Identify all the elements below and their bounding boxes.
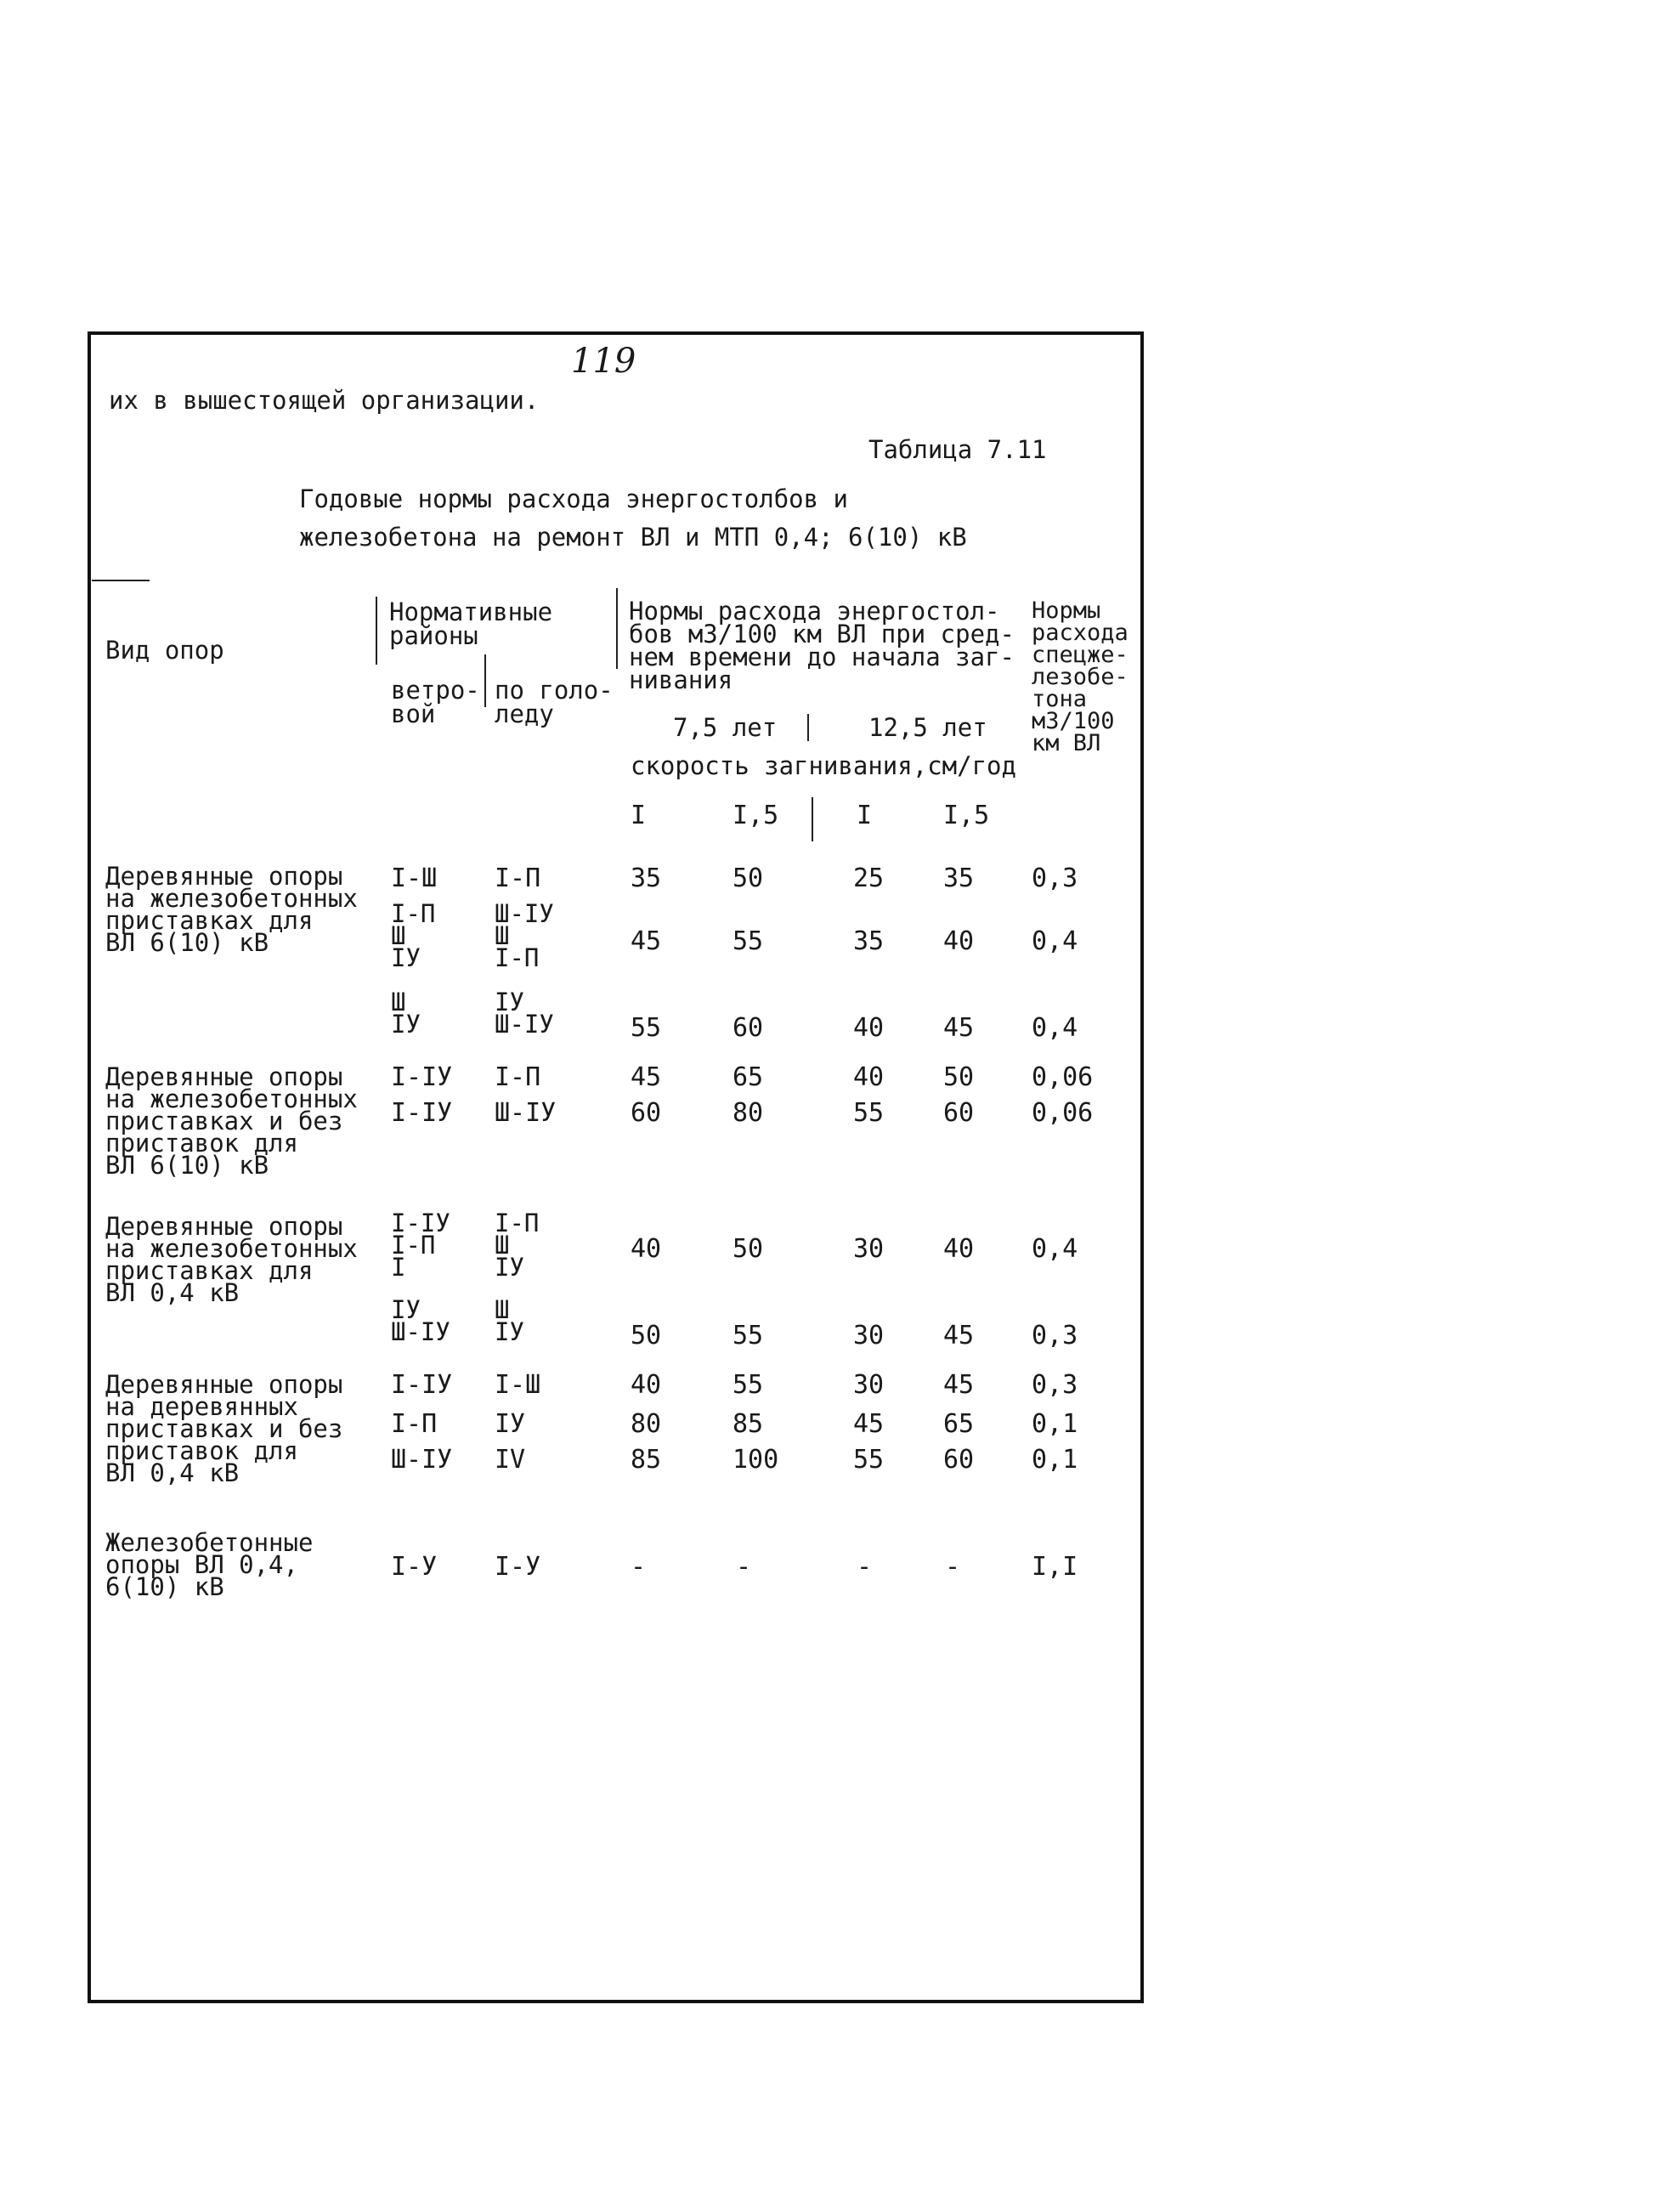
group-2-type: Деревянные опоры на железобетонных приставках и без приставок для ВЛ 6(10) кВ: [105, 1062, 358, 1180]
g3r1-e: 0,4: [1032, 1234, 1078, 1264]
g4r1-b: 55: [733, 1370, 764, 1400]
g1r3-a: 55: [631, 1013, 662, 1043]
g1r1-d: 35: [943, 864, 975, 893]
g2r2-ice: Ш-IУ: [495, 1098, 557, 1128]
g1r1-wind: I-Ш: [391, 864, 438, 893]
g1r2-wind: I-П Ш IУ: [391, 899, 436, 972]
g1r3-wind: Ш IУ: [391, 988, 421, 1039]
group-3-type: Деревянные опоры на железобетонных приставках для ВЛ 0,4 кВ: [105, 1212, 358, 1307]
g3r1-wind: I-IУ I-П I: [391, 1209, 450, 1282]
g4r1-c: 30: [853, 1370, 885, 1400]
g4r3-b: 100: [733, 1445, 779, 1475]
g5r1-e: I,I: [1032, 1552, 1078, 1582]
header-special: Нормы расхода спецже- лезобе- тона м3/100 км ВЛ: [1032, 597, 1128, 756]
header-speed-15b: I,5: [943, 801, 990, 830]
g4r1-d: 45: [943, 1370, 975, 1400]
g1r3-e: 0,4: [1032, 1013, 1078, 1043]
header-speed-1b: I: [857, 801, 873, 830]
g4r2-ice: IУ: [495, 1409, 526, 1439]
g2r2-a: 60: [631, 1098, 662, 1128]
g1r1-e: 0,3: [1032, 864, 1078, 893]
g1r3-d: 45: [943, 1013, 975, 1043]
header-years-75: 7,5 лет: [673, 713, 778, 742]
g3r2-e: 0,3: [1032, 1321, 1078, 1350]
g1r3-ice: IУ Ш-IУ: [495, 988, 554, 1039]
g4r2-wind: I-П: [391, 1409, 438, 1439]
header-ice: по голо- леду: [495, 676, 614, 728]
table-title-line2: железобетона на ремонт ВЛ и МТП 0,4; 6(10) кВ: [299, 523, 967, 552]
continuation-text: их в вышестоящей организации.: [109, 386, 540, 415]
g4r3-e: 0,1: [1032, 1445, 1078, 1475]
g4r2-d: 65: [943, 1409, 975, 1439]
header-years-125: 12,5 лет: [868, 713, 987, 742]
g4r3-d: 60: [943, 1445, 975, 1475]
g5r1-d: -: [945, 1552, 961, 1582]
table-label: Таблица 7.11: [868, 435, 1047, 464]
g5r1-b: -: [736, 1552, 752, 1582]
g3r2-b: 55: [733, 1321, 764, 1350]
g3r1-b: 50: [733, 1234, 764, 1264]
g1r2-b: 55: [733, 926, 764, 956]
header-col-type: Вид опор: [105, 636, 224, 665]
g1r1-b: 50: [733, 864, 764, 893]
g2r1-c: 40: [853, 1062, 885, 1092]
g3r2-a: 50: [631, 1321, 662, 1350]
header-speed-1a: I: [631, 801, 647, 830]
g1r1-a: 35: [631, 864, 662, 893]
g3r1-d: 40: [943, 1234, 975, 1264]
g2r2-e: 0,06: [1032, 1098, 1094, 1128]
g4r3-wind: Ш-IУ: [391, 1445, 453, 1475]
g2r2-d: 60: [943, 1098, 975, 1128]
g3r2-ice: Ш IУ: [495, 1295, 524, 1346]
g4r2-a: 80: [631, 1409, 662, 1439]
g4r2-c: 45: [853, 1409, 885, 1439]
g5r1-wind: I-У: [391, 1552, 438, 1582]
header-divider-1: [376, 597, 377, 665]
g3r1-a: 40: [631, 1234, 662, 1264]
g5r1-a: -: [631, 1552, 647, 1582]
g4r3-a: 85: [631, 1445, 662, 1475]
g4r2-b: 85: [733, 1409, 764, 1439]
table-title-line1: Годовые нормы расхода энергостолбов и: [299, 484, 849, 513]
g4r1-ice: I-Ш: [495, 1370, 541, 1400]
g2r2-wind: I-IУ: [391, 1098, 453, 1128]
g2r1-a: 45: [631, 1062, 662, 1092]
g3r2-d: 45: [943, 1321, 975, 1350]
g2r1-e: 0,06: [1032, 1062, 1094, 1092]
g2r1-b: 65: [733, 1062, 764, 1092]
g5r1-ice: I-У: [495, 1552, 541, 1582]
group-4-type: Деревянные опоры на деревянных приставках и без приставок для ВЛ 0,4 кВ: [105, 1370, 343, 1487]
g1r2-e: 0,4: [1032, 926, 1078, 956]
g1r2-d: 40: [943, 926, 975, 956]
g4r2-e: 0,1: [1032, 1409, 1078, 1439]
g2r2-c: 55: [853, 1098, 885, 1128]
header-divider-5: [812, 797, 813, 841]
header-speed: скорость загнивания,см/год: [631, 751, 1016, 780]
header-rule: [92, 580, 150, 581]
g3r1-ice: I-П Ш IУ: [495, 1209, 540, 1282]
g4r1-wind: I-IУ: [391, 1370, 453, 1400]
g1r2-a: 45: [631, 926, 662, 956]
header-divider-4: [807, 714, 809, 741]
header-norm-regions: Нормативные районы: [389, 597, 553, 650]
header-wind: ветро- вой: [391, 676, 480, 728]
g4r3-c: 55: [853, 1445, 885, 1475]
header-divider-3: [616, 588, 618, 669]
g1r2-c: 35: [853, 926, 885, 956]
group-5-type: Железобетонные опоры ВЛ 0,4, 6(10) кВ: [105, 1528, 314, 1601]
g4r1-a: 40: [631, 1370, 662, 1400]
g2r2-b: 80: [733, 1098, 764, 1128]
g2r1-ice: I-П: [495, 1062, 541, 1092]
page-number: 119: [571, 342, 636, 381]
g4r1-e: 0,3: [1032, 1370, 1078, 1400]
g1r1-ice: I-П: [495, 864, 541, 893]
g1r3-c: 40: [853, 1013, 885, 1043]
header-speed-15a: I,5: [733, 801, 779, 830]
g3r2-c: 30: [853, 1321, 885, 1350]
g4r3-ice: IV: [495, 1445, 526, 1475]
header-norms-rate: Нормы расхода энергостол- бов м3/100 км ВЛ при сред- нем времени до начала заг- нивания: [629, 597, 1015, 694]
g3r1-c: 30: [853, 1234, 885, 1264]
g3r2-wind: IУ Ш-IУ: [391, 1295, 450, 1346]
g2r1-wind: I-IУ: [391, 1062, 453, 1092]
group-1-type: Деревянные опоры на железобетонных приставках для ВЛ 6(10) кВ: [105, 862, 358, 957]
g5r1-c: -: [857, 1552, 873, 1582]
header-divider-2: [484, 654, 486, 707]
g2r1-d: 50: [943, 1062, 975, 1092]
g1r3-b: 60: [733, 1013, 764, 1043]
g1r2-ice: Ш-IУ Ш I-П: [495, 899, 554, 972]
g1r1-c: 25: [853, 864, 885, 893]
